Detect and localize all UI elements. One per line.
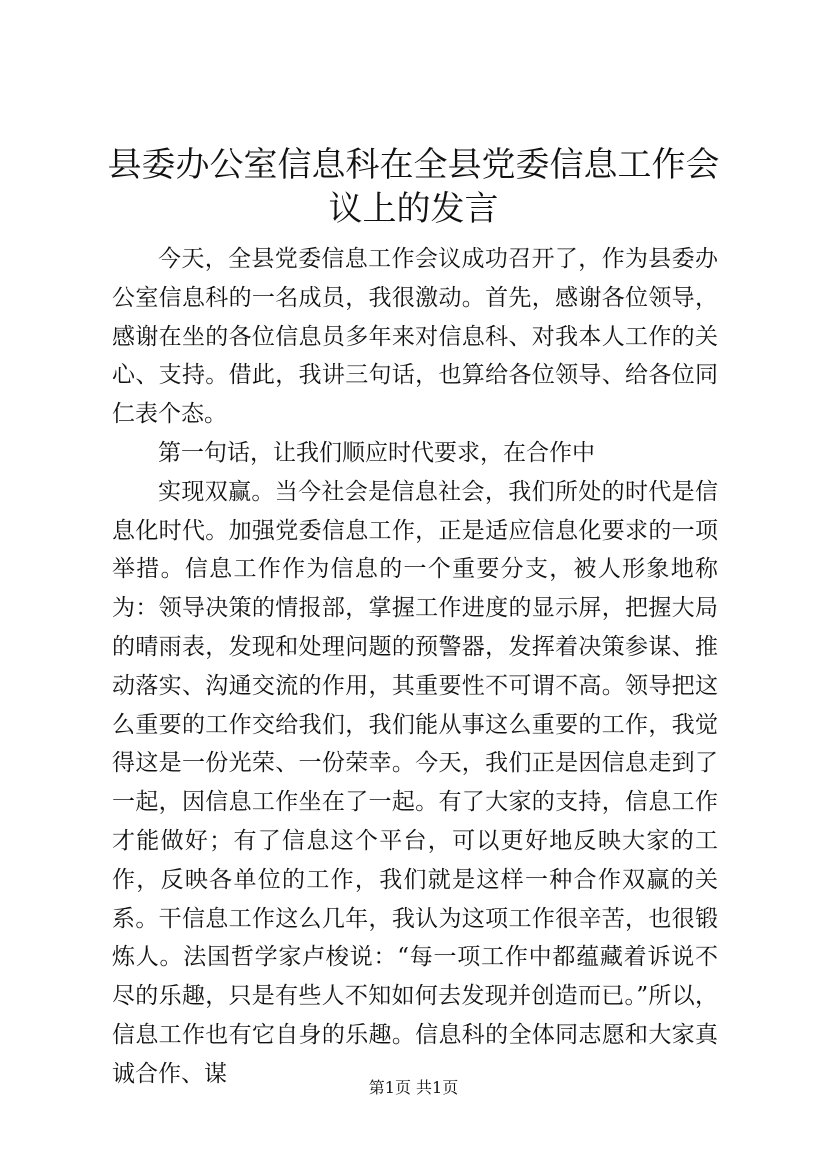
paragraph-win-win: 实现双赢。当今社会是信息社会，我们所处的时代是信息化时代。加强党委信息工作，正是适应信息化要求的一项举措。信息工作作为信息的一个重要分支，被人形象地称为：领导决策的情报部，掌握工作进度的显示屏，把握大局的晴雨表，发现和处理问题的预警器，发挥着决策参谋、推动落实、沟通交流的作用，其重要性不可谓不高。领导把这么重要的工作交给我们，我们能从事这么重要的工作，我觉得这是一份光荣、一份荣幸。今天，我们正是因信息走到了一起，因信息工作坐在了一起。有了大家的支持，信息工作才能做好；有了信息这个平台，可以更好地反映大家的工作，反映各单位的工作，我们就是这样一种合作双赢的关系。干信息工作这么几年，我认为这项工作很辛苦，也很锻炼人。法国哲学家卢梭说：“每一项工作中都蕴藏着诉说不尽的乐趣，只是有些人不知如何去发现并创造而已。”所以，信息工作也有它自身的乐趣。信息科的全体同志愿和大家真诚合作、谋 bbox=[112, 478, 718, 1087]
document-body bbox=[112, 240, 718, 1094]
paragraph-opening: 今天，全县党委信息工作会议成功召开了，作为县委办公室信息科的一名成员，我很激动。首先，感谢各位领导，感谢在坐的各位信息员多年来对信息科、对我本人工作的关心、支持。借此，我讲三句话，也算给各位领导、给各位同仁表个态。 bbox=[112, 246, 718, 428]
document-title: 县委办公室信息科在全县党委信息工作会议上的发言 bbox=[107, 145, 720, 229]
page-number-footer: 第1页 共1页 bbox=[368, 1078, 459, 1097]
paragraph-first-point: 第一句话，让我们顺应时代要求，在合作中 bbox=[158, 439, 595, 466]
